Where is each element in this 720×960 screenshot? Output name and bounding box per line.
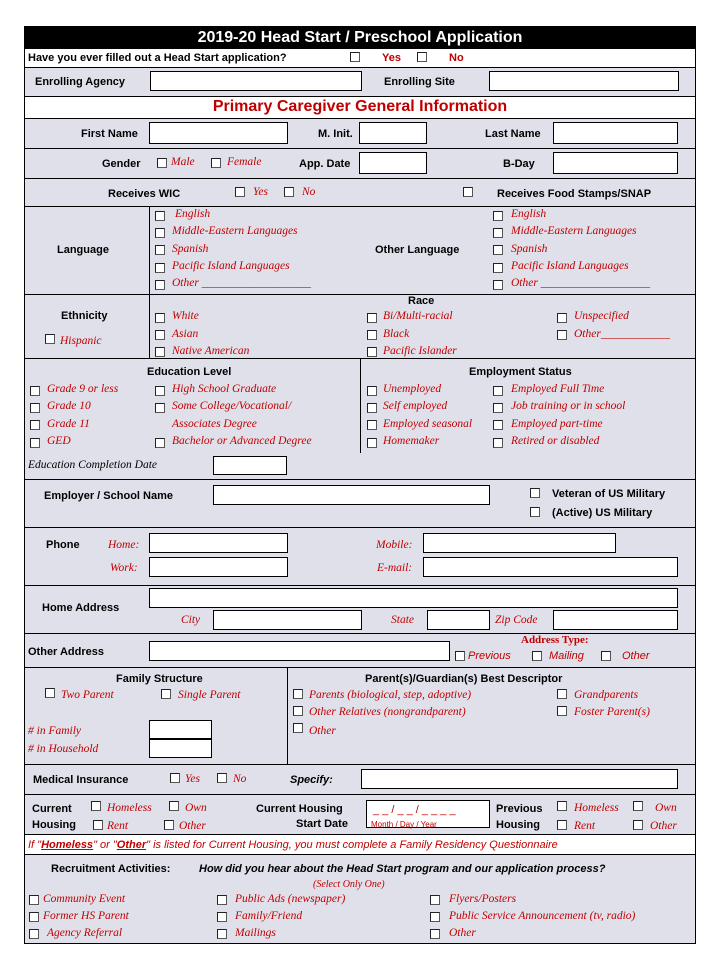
rec-flyers-checkbox[interactable] [430, 895, 440, 905]
rec-flyers-label: Flyers/Posters [449, 893, 517, 905]
city-label: City [181, 614, 201, 626]
race-white-label: White [172, 310, 199, 322]
language-english-checkbox[interactable] [155, 211, 165, 221]
rec-other-checkbox[interactable] [430, 929, 440, 939]
home-address-field[interactable] [149, 588, 678, 608]
housing-row [25, 795, 695, 835]
enrolling-agency-field[interactable] [150, 71, 362, 91]
guardian-parents-checkbox[interactable] [293, 689, 303, 699]
guardian-other-checkbox[interactable] [293, 723, 303, 733]
divider [149, 207, 150, 294]
rec-mailings-label: Mailings [235, 927, 276, 939]
address-mailing-label: Mailing [549, 650, 584, 662]
other-language-other-label: Other ___________________ [511, 277, 650, 289]
emp-training-label: Job training or in school [511, 400, 626, 412]
in-family-field[interactable] [149, 720, 212, 739]
emp-unemployed-checkbox[interactable] [367, 386, 377, 396]
race-native-american-checkbox[interactable] [155, 347, 165, 357]
current-own-checkbox[interactable] [169, 801, 179, 811]
edu-grade10-checkbox[interactable] [30, 403, 40, 413]
current-rent-label: Rent [107, 820, 129, 832]
phone-mobile-field[interactable] [423, 533, 616, 553]
snap-label: Receives Food Stamps/SNAP [497, 188, 652, 200]
other-language-label: Other Language [375, 244, 460, 256]
emp-seasonal-checkbox[interactable] [367, 420, 377, 430]
edu-grade9-label: Grade 9 or less [47, 383, 119, 395]
benefits-row [25, 179, 695, 207]
section-title: Primary Caregiver General Information [212, 98, 508, 115]
insurance-specify-label: Specify: [290, 774, 333, 786]
address-other-label: Other [622, 650, 650, 662]
active-military-checkbox[interactable] [530, 507, 540, 517]
employer-row [25, 480, 695, 528]
race-black-checkbox[interactable] [367, 330, 377, 340]
rec-agency-label: Agency Referral [47, 927, 123, 939]
recruitment-row [25, 855, 695, 944]
veteran-checkbox[interactable] [530, 488, 540, 498]
current-housing-label-2: Housing [32, 819, 76, 831]
other-language-middle-eastern-label: Middle-Eastern Languages [511, 225, 637, 237]
address-previous-checkbox[interactable] [455, 651, 465, 661]
address-other-checkbox[interactable] [601, 651, 611, 661]
email-label: E-mail: [377, 562, 413, 574]
race-unspecified-checkbox[interactable] [557, 313, 567, 323]
insurance-specify-field[interactable] [361, 769, 678, 789]
housing-note-other: Other [116, 839, 147, 851]
emp-training-checkbox[interactable] [493, 403, 503, 413]
language-middle-eastern-checkbox[interactable] [155, 228, 165, 238]
last-name-label: Last Name [485, 128, 541, 140]
race-native-american-label: Native American [172, 345, 250, 357]
emp-parttime-label: Employed part-time [511, 418, 603, 430]
language-row [25, 207, 695, 295]
ethnicity-label: Ethnicity [61, 310, 108, 322]
current-housing-label: Current [32, 803, 72, 815]
employer-field[interactable] [213, 485, 490, 505]
rec-family-friend-label: Family/Friend [235, 910, 303, 922]
edu-bachelor-checkbox[interactable] [155, 438, 165, 448]
race-unspecified-label: Unspecified [574, 310, 629, 322]
recruitment-label: Recruitment Activities: [51, 863, 171, 875]
guardian-parents-label: Parents (biological, step, adoptive) [309, 689, 472, 701]
insurance-label: Medical Insurance [33, 774, 129, 786]
race-asian-label: Asian [172, 328, 199, 340]
male-label: Male [171, 156, 195, 168]
email-field[interactable] [423, 557, 678, 577]
snap-checkbox[interactable] [463, 187, 473, 197]
guardian-other-label: Other [309, 725, 336, 737]
address-mailing-checkbox[interactable] [532, 651, 542, 661]
language-other-label: Other ___________________ [172, 277, 311, 289]
other-language-english-checkbox[interactable] [493, 211, 503, 221]
race-black-label: Black [383, 328, 410, 340]
female-label: Female [227, 156, 262, 168]
previous-homeless-checkbox[interactable] [557, 801, 567, 811]
wic-yes-checkbox[interactable] [235, 187, 245, 197]
language-label: Language [57, 244, 109, 256]
emp-unemployed-label: Unemployed [383, 383, 442, 395]
prior-yes-label: Yes [382, 52, 401, 64]
single-parent-label: Single Parent [178, 689, 241, 701]
race-asian-checkbox[interactable] [155, 330, 165, 340]
edu-grade11-checkbox[interactable] [30, 420, 40, 430]
phone-work-field[interactable] [149, 557, 288, 577]
housing-note [28, 839, 558, 851]
race-white-checkbox[interactable] [155, 313, 165, 323]
current-other-checkbox[interactable] [164, 820, 174, 830]
emp-retired-label: Retired or disabled [511, 435, 600, 447]
other-language-spanish-label: Spanish [511, 243, 548, 255]
race-multiracial-checkbox[interactable] [367, 313, 377, 323]
insurance-no-checkbox[interactable] [217, 773, 227, 783]
hispanic-checkbox[interactable] [45, 334, 55, 344]
education-completion-label: Education Completion Date [28, 459, 158, 471]
current-rent-checkbox[interactable] [93, 820, 103, 830]
edu-ged-checkbox[interactable] [30, 438, 40, 448]
guardian-foster-label: Foster Parent(s) [574, 706, 650, 718]
previous-own-checkbox[interactable] [633, 801, 643, 811]
guardian-grandparents-label: Grandparents [574, 689, 639, 701]
male-checkbox[interactable] [157, 158, 167, 168]
housing-note-homeless: Homeless [41, 839, 94, 851]
other-language-middle-eastern-checkbox[interactable] [493, 228, 503, 238]
in-household-field[interactable] [149, 739, 212, 758]
name-row [25, 119, 695, 149]
rec-former-parent-label: Former HS Parent [43, 910, 129, 922]
language-english-label: English [175, 208, 211, 220]
guardian-relatives-label: Other Relatives (nongrandparent) [309, 706, 466, 718]
language-spanish-label: Spanish [172, 243, 209, 255]
education-employment-row [25, 359, 695, 480]
emp-fulltime-label: Employed Full Time [511, 383, 605, 395]
current-other-label: Other [179, 820, 206, 832]
prior-application-row [25, 49, 695, 68]
housing-note-pre: If " [28, 839, 42, 851]
edu-some-college-label: Some College/Vocational/ [172, 400, 292, 412]
in-household-label: # in Household [28, 743, 99, 755]
form-title: 2019-20 Head Start / Preschool Application [197, 29, 523, 46]
education-label: Education Level [147, 366, 232, 378]
zip-label: Zip Code [495, 614, 538, 626]
gender-label: Gender [102, 158, 141, 170]
emp-retired-checkbox[interactable] [493, 438, 503, 448]
rec-public-ads-label: Public Ads (newspaper) [235, 893, 346, 905]
emp-self-checkbox[interactable] [367, 403, 377, 413]
section-title-bar [25, 97, 695, 119]
housing-note-row [25, 835, 695, 855]
emp-parttime-checkbox[interactable] [493, 420, 503, 430]
veteran-label: Veteran of US Military [552, 488, 666, 500]
rec-former-parent-checkbox[interactable] [29, 912, 39, 922]
employment-label: Employment Status [469, 366, 572, 378]
state-label: State [391, 614, 414, 626]
rec-community-checkbox[interactable] [29, 895, 39, 905]
phone-home-label: Home: [108, 539, 140, 551]
current-homeless-label: Homeless [107, 802, 152, 814]
middle-initial-field[interactable] [359, 122, 427, 144]
edu-associates-label: Associates Degree [172, 418, 257, 430]
active-military-label: (Active) US Military [552, 507, 653, 519]
title-bar [25, 27, 695, 49]
previous-rent-checkbox[interactable] [557, 820, 567, 830]
state-field[interactable] [427, 610, 490, 630]
phone-row [25, 528, 695, 586]
edu-grade10-label: Grade 10 [47, 400, 91, 412]
wic-yes-label: Yes [253, 186, 268, 198]
single-parent-checkbox[interactable] [161, 689, 171, 699]
start-date-hint: Month / Day / Year [371, 820, 437, 829]
race-multiracial-label: Bi/Multi-racial [383, 310, 453, 322]
phone-home-field[interactable] [149, 533, 288, 553]
emp-fulltime-checkbox[interactable] [493, 386, 503, 396]
phone-label: Phone [46, 539, 80, 551]
recruitment-question: How did you hear about the Head Start program and our application process? [199, 863, 606, 875]
other-language-spanish-checkbox[interactable] [493, 245, 503, 255]
current-homeless-checkbox[interactable] [91, 801, 101, 811]
rec-psa-label: Public Service Announcement (tv, radio) [449, 910, 636, 922]
race-pacific-islander-label: Pacific Islander [383, 345, 457, 357]
race-other-checkbox[interactable] [557, 330, 567, 340]
start-date-label-2: Start Date [296, 818, 348, 830]
edu-ged-label: GED [47, 435, 71, 447]
insurance-row [25, 765, 695, 795]
other-language-english-label: English [511, 208, 547, 220]
address-type-label: Address Type: [521, 634, 589, 646]
divider [149, 295, 150, 358]
housing-note-post: " is listed for Current Housing, you must complete a Family Residency Questionnaire [146, 839, 558, 851]
app-date-label: App. Date [299, 158, 351, 170]
start-date-label: Current Housing [256, 803, 343, 815]
enrolling-agency-label: Enrolling Agency [35, 76, 126, 88]
bday-label: B-Day [503, 158, 535, 170]
last-name-field[interactable] [553, 122, 678, 144]
wic-label: Receives WIC [108, 188, 181, 200]
prior-yes-checkbox[interactable] [350, 52, 360, 62]
insurance-yes-checkbox[interactable] [170, 773, 180, 783]
in-family-label: # in Family [28, 725, 82, 737]
language-spanish-checkbox[interactable] [155, 245, 165, 255]
language-middle-eastern-label: Middle-Eastern Languages [172, 225, 298, 237]
other-language-pacific-checkbox[interactable] [493, 263, 503, 273]
rec-psa-checkbox[interactable] [430, 912, 440, 922]
emp-homemaker-checkbox[interactable] [367, 438, 377, 448]
guardian-relatives-checkbox[interactable] [293, 706, 303, 716]
female-checkbox[interactable] [211, 158, 221, 168]
emp-seasonal-label: Employed seasonal [383, 418, 473, 430]
bday-field[interactable] [553, 152, 678, 174]
recruitment-select-note: (Select Only One) [313, 879, 385, 890]
housing-note-mid: " or " [93, 839, 117, 851]
ethnicity-race-row [25, 295, 695, 359]
guardian-label: Parent(s)/Guardian(s) Best Descriptor [365, 673, 563, 685]
divider [287, 668, 288, 764]
family-row [25, 668, 695, 765]
previous-other-label: Other [650, 820, 677, 832]
previous-rent-label: Rent [574, 820, 596, 832]
zip-field[interactable] [553, 610, 678, 630]
edu-highschool-label: High School Graduate [172, 383, 277, 395]
family-structure-label: Family Structure [116, 673, 203, 685]
wic-no-checkbox[interactable] [284, 187, 294, 197]
previous-other-checkbox[interactable] [633, 820, 643, 830]
other-address-field[interactable] [149, 641, 450, 661]
rec-family-friend-checkbox[interactable] [217, 912, 227, 922]
address-previous-label: Previous [468, 650, 511, 662]
hispanic-label: Hispanic [60, 335, 102, 347]
enrolling-site-field[interactable] [489, 71, 679, 91]
previous-own-label: Own [655, 802, 677, 814]
emp-self-label: Self employed [383, 400, 448, 412]
language-other-checkbox[interactable] [155, 280, 165, 290]
previous-housing-label: Previous [496, 803, 543, 815]
education-completion-field[interactable] [213, 456, 287, 475]
rec-mailings-checkbox[interactable] [217, 929, 227, 939]
application-form [24, 26, 696, 944]
emp-homemaker-label: Homemaker [383, 435, 440, 447]
other-language-pacific-label: Pacific Island Languages [511, 260, 629, 272]
rec-agency-checkbox[interactable] [29, 929, 39, 939]
language-pacific-label: Pacific Island Languages [172, 260, 290, 272]
previous-housing-label-2: Housing [496, 819, 540, 831]
prior-no-label: No [449, 52, 464, 64]
rec-public-ads-checkbox[interactable] [217, 895, 227, 905]
insurance-yes-label: Yes [185, 773, 200, 785]
phone-mobile-label: Mobile: [376, 539, 413, 551]
previous-homeless-label: Homeless [574, 802, 619, 814]
two-parent-checkbox[interactable] [45, 688, 55, 698]
phone-work-label: Work: [110, 562, 138, 574]
agency-row [25, 68, 695, 97]
language-pacific-checkbox[interactable] [155, 263, 165, 273]
middle-initial-label: M. Init. [318, 128, 353, 140]
gender-row [25, 149, 695, 179]
divider [360, 359, 361, 453]
edu-grade11-label: Grade 11 [47, 418, 90, 430]
enrolling-site-label: Enrolling Site [384, 76, 455, 88]
other-address-row [25, 634, 695, 668]
rec-other-label: Other [449, 927, 476, 939]
edu-some-college-checkbox[interactable] [155, 403, 165, 413]
guardian-foster-checkbox[interactable] [557, 706, 567, 716]
city-field[interactable] [213, 610, 362, 630]
rec-community-label: Community Event [43, 893, 126, 905]
home-address-label: Home Address [42, 602, 120, 614]
race-label: Race [408, 295, 435, 307]
app-date-field[interactable] [359, 152, 427, 174]
edu-bachelor-label: Bachelor or Advanced Degree [172, 435, 312, 447]
other-language-other-checkbox[interactable] [493, 280, 503, 290]
edu-grade9-checkbox[interactable] [30, 386, 40, 396]
employer-label: Employer / School Name [44, 490, 173, 502]
first-name-label: First Name [81, 128, 138, 140]
start-date-mask: _ _ / _ _ / _ _ _ _ [373, 804, 456, 816]
current-own-label: Own [185, 802, 207, 814]
wic-no-label: No [302, 186, 316, 198]
first-name-field[interactable] [149, 122, 288, 144]
insurance-no-label: No [233, 773, 247, 785]
edu-highschool-checkbox[interactable] [155, 386, 165, 396]
prior-no-checkbox[interactable] [417, 52, 427, 62]
race-other-label: Other____________ [574, 328, 670, 340]
race-pacific-islander-checkbox[interactable] [367, 347, 377, 357]
home-address-row [25, 586, 695, 634]
guardian-grandparents-checkbox[interactable] [557, 689, 567, 699]
other-address-label: Other Address [28, 646, 105, 658]
two-parent-label: Two Parent [61, 689, 114, 701]
prior-application-question: Have you ever filled out a Head Start application? [28, 52, 287, 64]
